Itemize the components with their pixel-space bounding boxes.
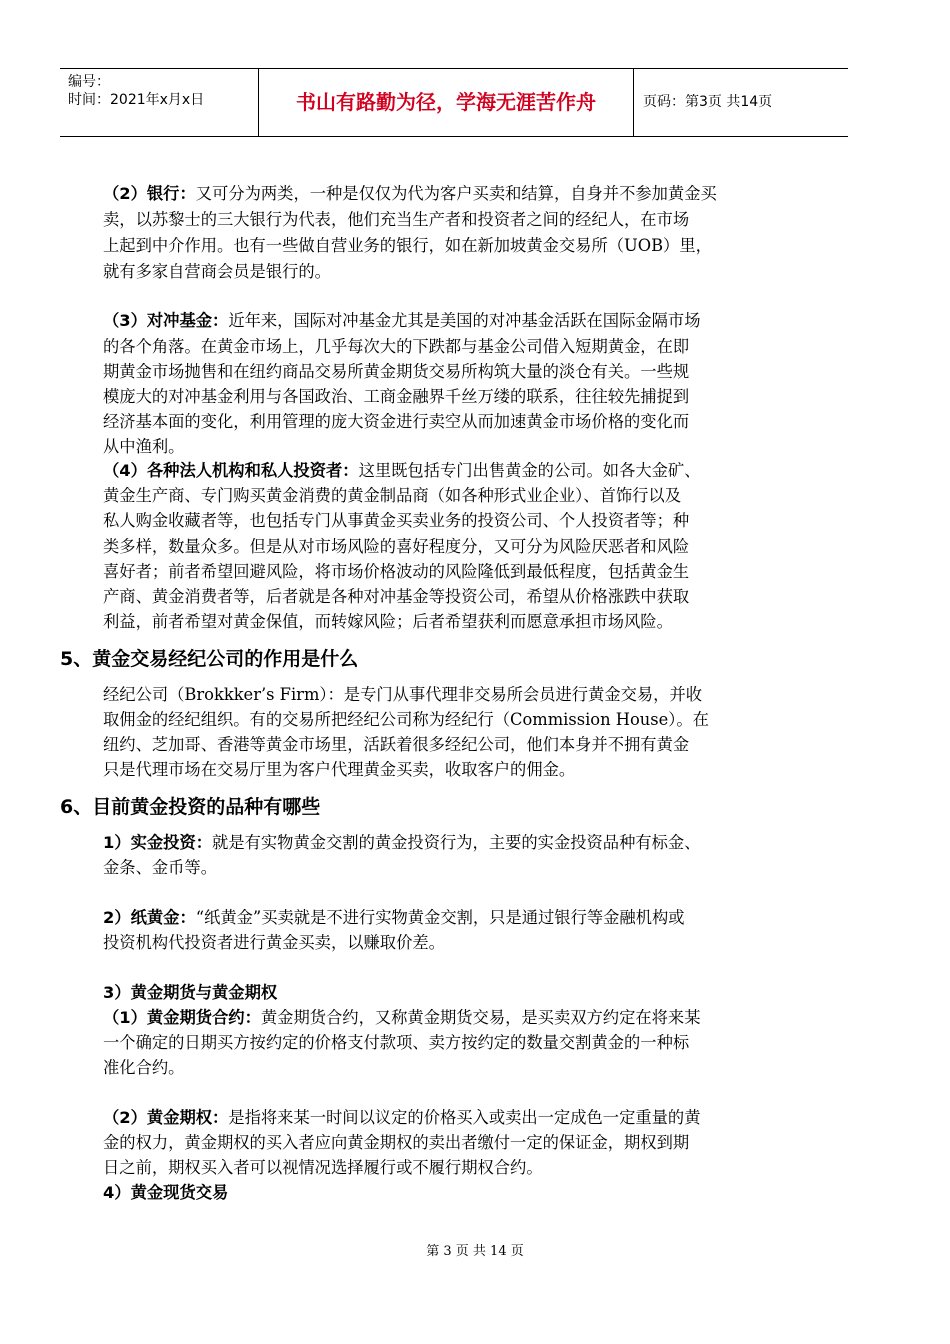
bank-text: 又可分为两类，一种是仅仅为代为客户买卖和结算，自身并不参加黄金买: [195, 184, 717, 203]
bank-label: （2）银行：: [103, 184, 196, 203]
paragraph-futures-line: 准化合约。: [103, 1058, 185, 1077]
paper-text: “纸黄金”买卖就是不进行实物黄金交割，只是通过银行等金融机构或: [195, 908, 685, 927]
paragraph-corp-line: 类多样，数量众多。但是从对市场风险的喜好程度分，又可分为风险厌恶者和风险: [103, 537, 690, 556]
paragraph-broker-line: 取佣金的经纪组织。有的交易所把经纪公司称为经纪行（Commission House）。在: [103, 710, 709, 729]
header-meta-cell: [60, 69, 258, 136]
paragraph-options-line: [103, 1108, 700, 1128]
serial-number-label: 编号：: [68, 74, 110, 90]
paragraph-options-line: 日之前，期权买入者可以视情况选择履行或不履行期权合约。: [103, 1158, 543, 1177]
paragraph-corp-line: 喜好者；前者希望回避风险，将市场价格波动的风险隆低到最低程度，包括黄金生: [103, 562, 690, 581]
paragraph-futures-line: [103, 1008, 700, 1028]
paragraph-physical-line: 金条、金币等。: [103, 858, 217, 877]
futures-label: （1）黄金期货合约：: [103, 1008, 261, 1027]
page-footer: 第 3 页 共 14 页: [426, 1244, 524, 1259]
paragraph-hedge-line: 期黄金市场抛售和在纽约商品交易所黄金期货交易所构筑大量的淡仓有关。一些规: [103, 362, 690, 381]
subheading-futures-options: 3）黄金期货与黄金期权: [103, 983, 278, 1002]
page-header: [60, 68, 848, 137]
corp-label: （4）各种法人机构和私人投资者：: [103, 461, 359, 480]
section-heading-5: 5、黄金交易经纪公司的作用是什么: [60, 648, 359, 670]
paragraph-broker-line: 只是代理市场在交易厅里为客户代理黄金买卖，收取客户的佣金。: [103, 760, 576, 779]
paragraph-hedge-line: [103, 311, 700, 331]
paragraph-options-line: 金的权力，黄金期权的买入者应向黄金期权的卖出者缴付一定的保证金，期权到期: [103, 1133, 690, 1152]
subheading-spot-trading: 4）黄金现货交易: [103, 1183, 229, 1202]
paragraph-paper-line: [103, 908, 685, 928]
paragraph-corp-line: 产商、黄金消费者等，后者就是各种对冲基金等投资公司，希望从价格涨跌中获取: [103, 587, 690, 606]
paragraph-futures-line: 一个确定的日期买方按约定的价格支付款项、卖方按约定的数量交割黄金的一种标: [103, 1033, 690, 1052]
paragraph-hedge-line: 经济基本面的变化，利用管理的庞大资金进行卖空从而加速黄金市场价格的变化而: [103, 412, 690, 431]
paragraph-bank-line: 就有多家自营商会员是银行的。: [103, 262, 331, 281]
section-heading-6: 6、目前黄金投资的品种有哪些: [60, 796, 321, 818]
corp-text: 这里既包括专门出售黄金的公司。如各大金矿、: [358, 461, 701, 480]
paragraph-bank-line: [103, 184, 717, 204]
header-page-cell: [633, 69, 848, 136]
paragraph-hedge-line: 模庞大的对冲基金利用与各国政治、工商金融界千丝万缕的联系，往往较先捕捉到: [103, 387, 690, 406]
header-motto: 书山有路勤为径，学海无涯苦作舟: [296, 90, 596, 114]
paragraph-bank-line: 上起到中介作用。也有一些做自营业务的银行，如在新加坡黄金交易所（UOB）里，: [103, 236, 712, 255]
paragraph-hedge-line: 的各个角落。在黄金市场上，几乎每次大的下跌都与基金公司借入短期黄金，在即: [103, 337, 690, 356]
header-motto-cell: [258, 69, 634, 136]
paragraph-broker-line: 经纪公司（Brokkker’s Firm）：是专门从事代理非交易所会员进行黄金交易，并收: [103, 685, 703, 704]
paragraph-hedge-line: 从中渔利。: [103, 437, 185, 456]
paragraph-broker-line: 纽约、芝加哥、香港等黄金市场里，活跃着很多经纪公司，他们本身并不拥有黄金: [103, 735, 690, 754]
paragraph-corp-line: 利益，前者希望对黄金保值，而转嫁风险；后者希望获利而愿意承担市场风险。: [103, 612, 673, 631]
paragraph-corp-line: 私人购金收藏者等，也包括专门从事黄金买卖业务的投资公司、个人投资者等；种: [103, 511, 690, 530]
futures-text: 黄金期货合约，又称黄金期货交易，是买卖双方约定在将来某: [260, 1008, 701, 1027]
paper-label: 2）纸黄金：: [103, 908, 196, 927]
physical-text: 就是有实物黄金交割的黄金投资行为，主要的实金投资品种有标金、: [212, 833, 701, 852]
header-page-info: 页码：第3页 共14页: [643, 94, 773, 110]
paragraph-physical-line: [103, 833, 700, 853]
paragraph-corp-line: 黄金生产商、专门购买黄金消费的黄金制品商（如各种形式业企业）、首饰行以及: [103, 486, 681, 505]
options-label: （2）黄金期权：: [103, 1108, 229, 1127]
hedge-label: （3）对冲基金：: [103, 311, 229, 330]
hedge-text: 近年来，国际对冲基金尤其是美国的对冲基金活跃在国际金隔市场: [228, 311, 701, 330]
options-text: 是指将来某一时间以议定的价格买入或卖出一定成色一定重量的黄: [228, 1108, 701, 1127]
paragraph-paper-line: 投资机构代投资者进行黄金买卖，以赚取价差。: [103, 933, 445, 952]
paragraph-corp-line: [103, 461, 700, 481]
paragraph-bank-line: 卖，以苏黎士的三大银行为代表，他们充当生产者和投资者之间的经纪人，在市场: [103, 210, 690, 229]
time-label: 时间：2021年x月x日: [68, 92, 205, 108]
physical-label: 1）实金投资：: [103, 833, 213, 852]
